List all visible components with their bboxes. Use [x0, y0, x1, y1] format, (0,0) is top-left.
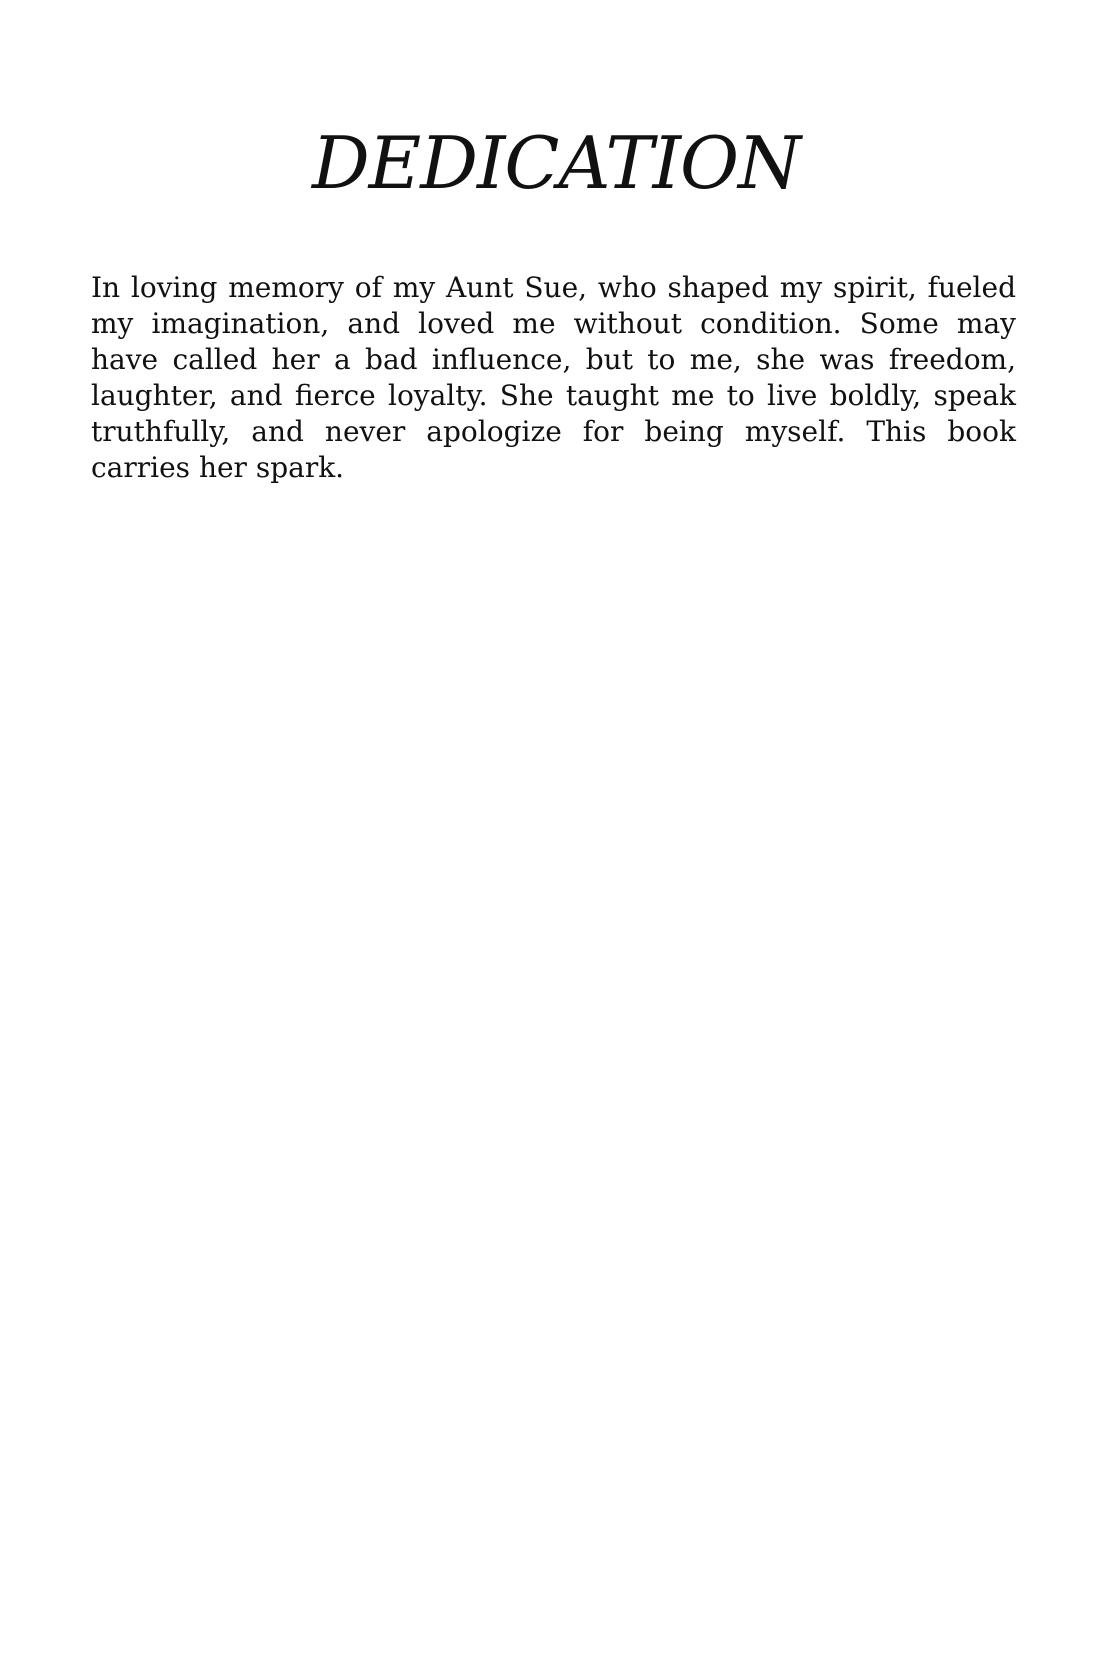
page-title: DEDICATION — [311, 121, 801, 205]
dedication-paragraph: In loving memory of my Aunt Sue, who shaped my spirit, fueled my imagination, and loved me without condition. Some may have called her a bad influence, but to me, she was freedom, laughter, and fierce loyalty. She taught me to live boldly, speak truthfully, and never apologize for being myself. This book carries her spark. — [91, 271, 1016, 484]
